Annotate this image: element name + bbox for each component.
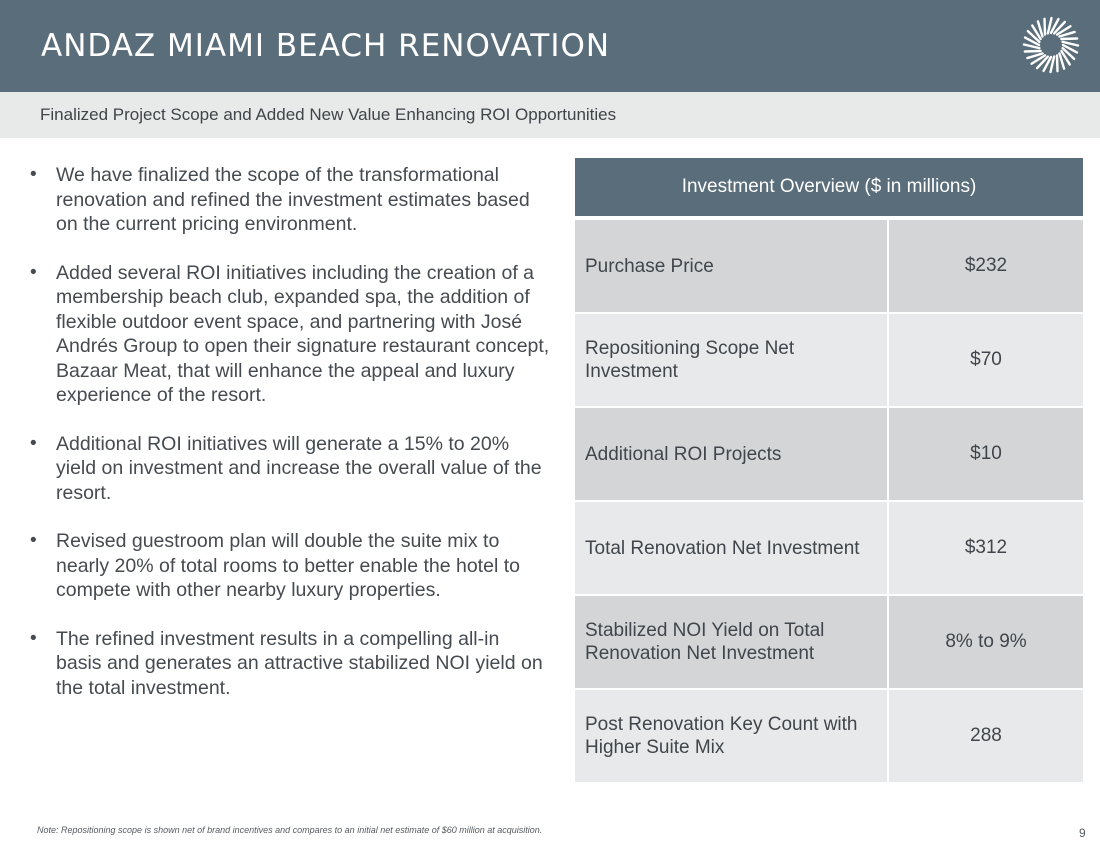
table-header: Investment Overview ($ in millions): [575, 158, 1083, 220]
table-row: [575, 596, 1083, 690]
logo-ray: [1044, 19, 1045, 35]
bullet-dot: •: [30, 164, 37, 185]
bullet-dot: •: [30, 261, 37, 283]
row-value: 8% to 9%: [889, 596, 1083, 688]
bullet-text: The refined investment results in a compelling all-in basis and generates an attractive stabilized NOI yield on the total investment.: [56, 627, 543, 699]
table-row: [575, 502, 1083, 596]
bullet-item: [30, 529, 550, 603]
subtitle-bar: [0, 92, 1100, 138]
bullet-text: Revised guestroom plan will double the suite mix to nearly 20% of total rooms to better enable the hotel to compete with other nearby luxury properties.: [56, 530, 520, 601]
bullet-dot: •: [30, 627, 37, 649]
bullet-item: [30, 261, 550, 408]
footnote: Note: Repositioning scope is shown net of brand incentives and compares to an initial net estimate of $60 million at acquisition.: [37, 825, 543, 835]
row-label: Post Renovation Key Count with Higher Suite Mix: [575, 690, 889, 782]
row-value: $232: [889, 220, 1083, 312]
bullet-text: Additional ROI initiatives will generate a 15% to 20% yield on investment and increase the overall value of the resort.: [56, 432, 542, 504]
page-title: ANDAZ MIAMI BEACH RENOVATION: [41, 28, 611, 64]
row-value: $70: [889, 314, 1083, 406]
bullet-dot: •: [30, 530, 37, 551]
row-label: Total Renovation Net Investment: [575, 502, 889, 594]
bullet-item: [30, 627, 550, 701]
table-row: [575, 220, 1083, 314]
bullet-item: [30, 163, 550, 237]
page-number: 9: [1079, 826, 1086, 840]
starburst-logo-icon: [1020, 16, 1082, 74]
logo-ray: [1025, 51, 1041, 52]
bullet-text: We have finalized the scope of the transformational renovation and refined the investment estimates based on the current pricing environment.: [56, 164, 530, 235]
logo-ray: [1057, 55, 1058, 71]
page-subtitle: Finalized Project Scope and Added New Value Enhancing ROI Opportunities: [40, 105, 617, 124]
row-value: $10: [889, 408, 1083, 500]
table-row: [575, 690, 1083, 784]
bullet-list: [30, 163, 550, 724]
logo-ray: [1061, 38, 1077, 39]
investment-overview-table: [575, 158, 1083, 784]
bullet-item: [30, 432, 550, 506]
row-value: 288: [889, 690, 1083, 782]
row-label: Stabilized NOI Yield on Total Renovation Net Investment: [575, 596, 889, 688]
row-label: Additional ROI Projects: [575, 408, 889, 500]
header-bar: [0, 0, 1100, 92]
row-value: $312: [889, 502, 1083, 594]
bullet-dot: •: [30, 432, 37, 454]
table-row: [575, 314, 1083, 408]
row-label: Repositioning Scope Net Investment: [575, 314, 889, 406]
table-row: [575, 408, 1083, 502]
bullet-text: Added several ROI initiatives including the creation of a membership beach club, expanded spa, the addition of flexible outdoor event space, and partnering with José Andrés Group to open their signature restaurant concept, Bazaar Meat, that will enhance the appeal and luxury experience of the resort.: [56, 261, 550, 406]
row-label: Purchase Price: [575, 220, 889, 312]
